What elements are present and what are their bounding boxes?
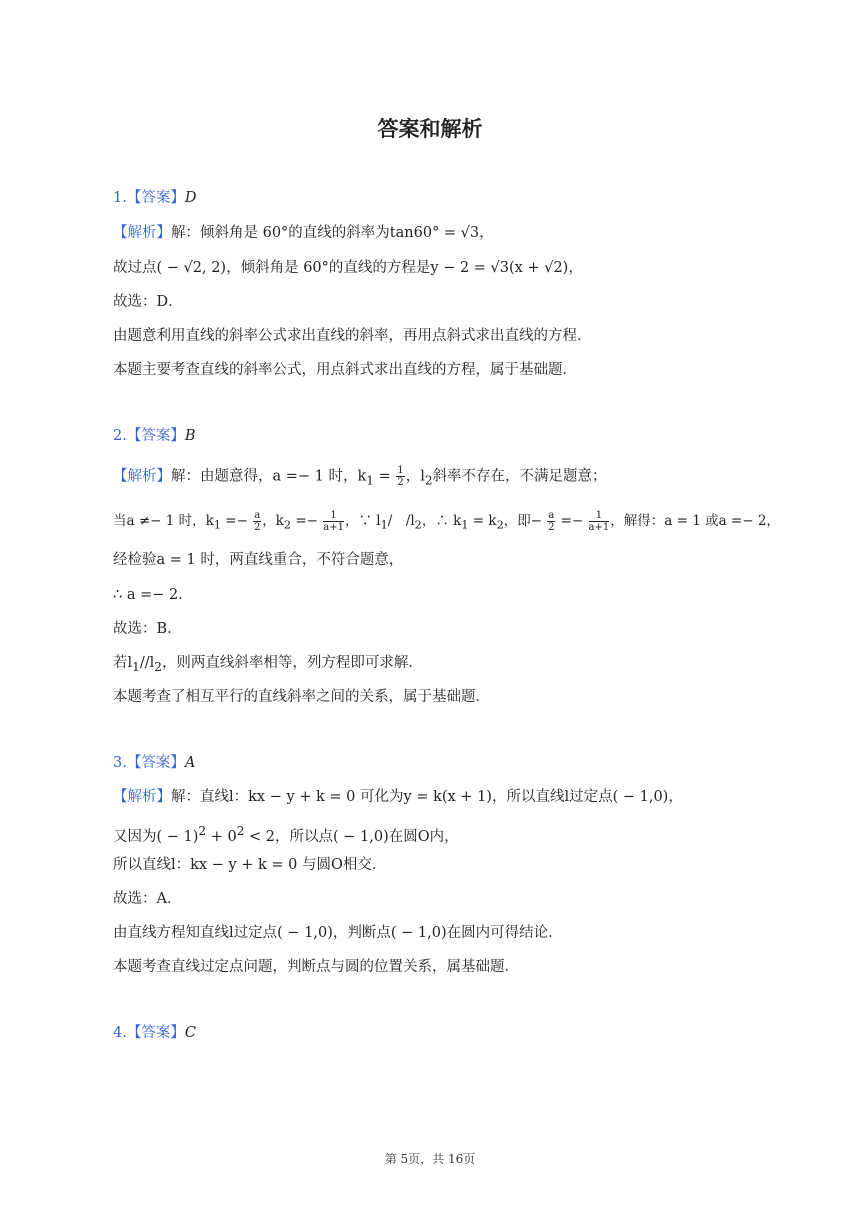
q3-analysis-tag: 【解析】: [113, 789, 171, 805]
q4-answer-tag: 【答案】: [126, 1025, 185, 1041]
q4-answer-line: [113, 1023, 196, 1043]
q2-fraction: [323, 510, 344, 533]
q2-analysis-line-2: [113, 510, 780, 536]
q3-sup: 2: [198, 824, 207, 838]
q2-text: / /l: [387, 513, 415, 529]
q1-answer-line: [113, 188, 196, 208]
q2-text: ，k: [262, 513, 284, 529]
q2-text: 若l: [113, 655, 133, 671]
q1-analysis-tag: 【解析】: [113, 225, 171, 241]
q2-text: = k: [468, 513, 497, 529]
q1-analysis-line-5: 本题主要考查直线的斜率公式，用点斜式求出直线的方程，属于基础题．: [113, 362, 577, 378]
q3-answer: A: [184, 755, 196, 771]
q2-text: 当a ≠− 1 时，k: [113, 513, 214, 529]
q2-text: ，即−: [503, 513, 547, 529]
fraction-numerator: 1: [397, 465, 404, 476]
q2-text: =: [373, 468, 396, 485]
q3-analysis-line-6: 本题考查直线过定点问题，判断点与圆的位置关系，属基础题．: [113, 959, 519, 975]
q2-sub: 2: [414, 518, 422, 532]
q2-text: =−: [291, 513, 323, 529]
q2-analysis-line-6: [113, 653, 423, 677]
fraction-denominator: a+1: [588, 522, 610, 533]
q2-analysis-tag: 【解析】: [113, 468, 171, 485]
q2-text: 斜率不存在，不满足题意；: [432, 468, 607, 485]
q2-analysis-line-1: [113, 465, 607, 490]
q1-analysis-line-1: [113, 223, 494, 243]
q2-text: //l: [139, 655, 155, 671]
q2-sub: 2: [154, 659, 162, 674]
q3-number: 3.: [113, 755, 127, 771]
q4-number: 4.: [113, 1025, 127, 1041]
q2-fraction: [253, 510, 261, 533]
fraction-denominator: a+1: [323, 522, 344, 533]
q3-analysis-line-2: [113, 821, 459, 847]
q2-text: ，l: [405, 468, 425, 485]
fraction-numerator: a: [254, 510, 261, 521]
q3-text: + 0: [206, 828, 237, 845]
q3-answer-tag: 【答案】: [126, 755, 185, 771]
q2-text: =−: [556, 513, 588, 529]
q2-fraction: [547, 510, 555, 533]
q2-sub: 1: [132, 659, 140, 674]
q4-answer: C: [184, 1025, 196, 1041]
q2-answer: B: [184, 428, 196, 444]
q3-text: 又因为( − 1): [113, 828, 199, 845]
fraction-denominator: 2: [548, 522, 555, 533]
q1-answer-tag: 【答案】: [126, 190, 185, 206]
fraction-numerator: 1: [323, 510, 344, 522]
q2-sub: 1: [366, 473, 374, 488]
q1-analysis-line-2: 故过点( − √2, 2)，倾斜角是 60°的直线的方程是y − 2 = √3(x + √2)，: [113, 260, 583, 276]
q2-text: ，∵ l: [344, 513, 381, 529]
page-footer: 第 5页，共 16页: [384, 1152, 476, 1166]
q3-analysis-line-3: 所以直线l：kx − y + k = 0 与圆O相交．: [113, 857, 387, 873]
q2-analysis-line-4: ∴ a =− 2．: [113, 587, 193, 603]
q2-text: ，则两直线斜率相等，列方程即可求解．: [161, 655, 423, 671]
q3-sup: 2: [236, 824, 245, 838]
fraction-numerator: a: [548, 510, 555, 521]
q2-fraction: [396, 465, 404, 488]
q3-analysis-text-1: 解：直线l：kx − y + k = 0 可化为y = k(x + 1)，所以直线l过定点( − 1,0)，: [171, 789, 683, 805]
q2-analysis-line-3: 经检验a = 1 时，两直线重合，不符合题意，: [113, 552, 404, 568]
q1-analysis-line-4: 由题意利用直线的斜率公式求出直线的斜率，再用点斜式求出直线的方程．: [113, 328, 592, 344]
fraction-denominator: 2: [397, 477, 404, 488]
q2-fraction: [589, 510, 610, 533]
q1-number: 1.: [113, 190, 127, 206]
page-title: 答案和解析: [377, 117, 483, 141]
q2-text: ，∴ k: [421, 513, 462, 529]
q3-analysis-line-4: 故选：A．: [113, 891, 182, 907]
q1-analysis-text-1: 解：倾斜角是 60°的直线的斜率为tan60° = √3，: [171, 225, 494, 241]
q2-text: ，解得：a = 1 或a =− 2，: [610, 513, 780, 529]
q2-number: 2.: [113, 428, 127, 444]
q3-answer-line: [113, 753, 195, 773]
q2-sub: 1: [213, 518, 221, 532]
q3-analysis-line-1: [113, 787, 683, 807]
q2-analysis-line-5: 故选：B．: [113, 621, 182, 637]
q2-analysis-line-7: 本题考查了相互平行的直线斜率之间的关系，属于基础题．: [113, 689, 490, 705]
q1-analysis-line-3: 故选：D．: [113, 294, 183, 310]
fraction-numerator: 1: [589, 510, 610, 522]
q2-answer-line: [113, 426, 196, 446]
q3-text: < 2，所以点( − 1,0)在圆O内，: [244, 828, 459, 845]
q2-text: 解：由题意得，a =− 1 时，k: [171, 468, 367, 485]
q2-sub: 2: [424, 473, 433, 488]
q2-text: =−: [221, 513, 253, 529]
q2-answer-tag: 【答案】: [126, 428, 185, 444]
q3-analysis-line-5: 由直线方程知直线l过定点( − 1,0)，判断点( − 1,0)在圆内可得结论．: [113, 925, 563, 941]
q2-sub: 2: [496, 518, 504, 532]
q2-sub: 1: [461, 518, 469, 532]
q2-sub: 1: [380, 518, 388, 532]
q1-answer: D: [184, 190, 197, 206]
fraction-denominator: 2: [254, 522, 261, 533]
q2-sub: 2: [283, 518, 292, 532]
